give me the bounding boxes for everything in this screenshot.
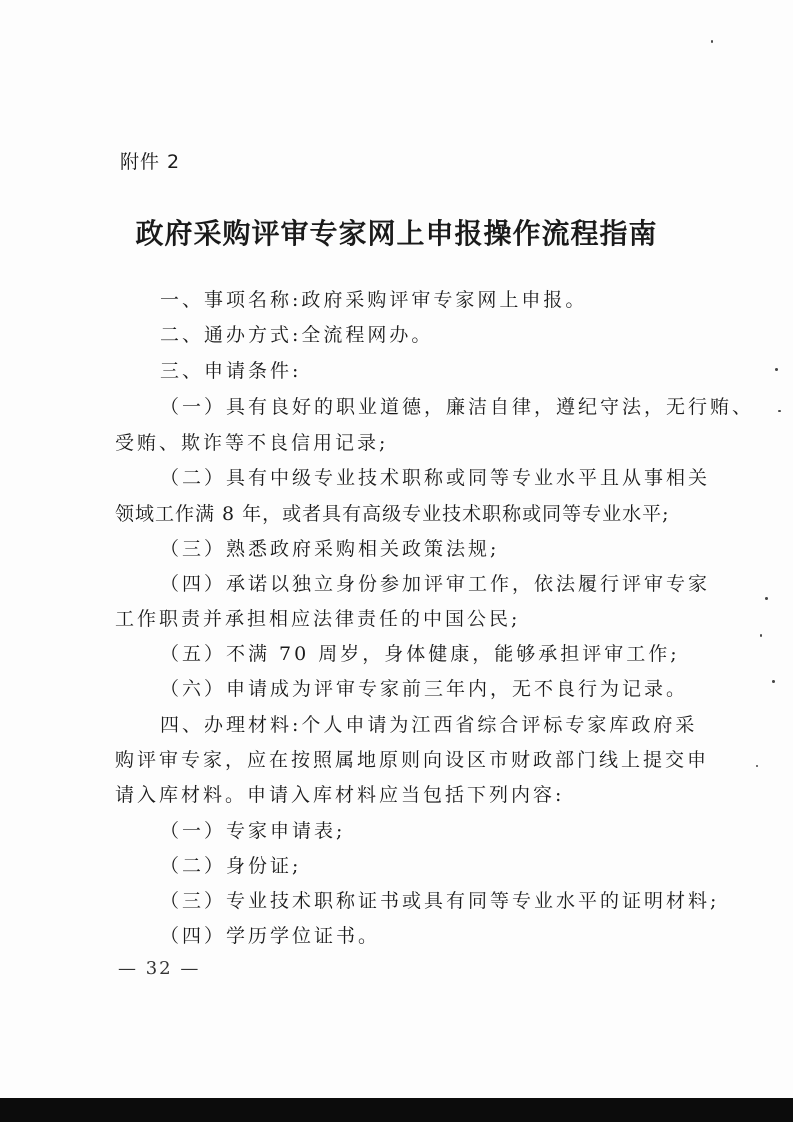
- document-title: 政府采购评审专家网上申报操作流程指南: [135, 217, 658, 250]
- materials-line-3: 请入库材料。申请入库材料应当包括下列内容:: [115, 784, 565, 806]
- attachment-label: 附件 2: [120, 151, 181, 173]
- material-2: （二）身份证;: [160, 855, 302, 877]
- condition-1-line-2: 受贿、欺诈等不良信用记录;: [115, 432, 389, 454]
- section-conditions-heading: 三、申请条件:: [160, 360, 302, 382]
- condition-3: （三）熟悉政府采购相关政策法规;: [160, 538, 500, 560]
- materials-line-2: 购评审专家，应在按照属地原则向设区市财政部门线上提交申: [115, 749, 710, 771]
- scan-speck: [765, 597, 768, 600]
- material-3: （三）专业技术职称证书或具有同等专业水平的证明材料;: [160, 890, 720, 912]
- condition-4-line-2: 工作职责并承担相应法律责任的中国公民;: [115, 608, 521, 630]
- condition-4-line-1: （四）承诺以独立身份参加评审工作，依法履行评审专家: [160, 573, 711, 595]
- condition-1-line-1: （一）具有良好的职业道德，廉洁自律，遵纪守法，无行贿、: [160, 396, 755, 418]
- condition-2-line-2: 领域工作满 8 年，或者具有高级专业技术职称或同等专业水平;: [115, 503, 670, 525]
- scan-speck: [778, 410, 781, 412]
- scan-speck: [772, 680, 775, 683]
- condition-5: （五）不满 70 周岁，身体健康，能够承担评审工作;: [160, 643, 680, 665]
- scan-bottom-edge: [0, 1098, 793, 1122]
- section-processing-mode: 二、通办方式:全流程网办。: [160, 324, 434, 346]
- condition-6: （六）申请成为评审专家前三年内，无不良行为记录。: [160, 678, 689, 700]
- material-1: （一）专家申请表;: [160, 820, 346, 842]
- condition-2-line-1: （二）具有中级专业技术职称或同等专业水平且从事相关: [160, 467, 711, 489]
- scan-speck: [760, 634, 762, 637]
- material-4: （四）学历学位证书。: [160, 925, 381, 947]
- scan-speck: [756, 765, 758, 767]
- page-number: — 32 —: [118, 958, 201, 979]
- section-item-name: 一、事项名称:政府采购评审专家网上申报。: [160, 289, 588, 311]
- scan-speck: [775, 368, 778, 371]
- scan-speck: [711, 40, 713, 43]
- materials-line-1: 四、办理材料:个人申请为江西省综合评标专家库政府采: [160, 714, 698, 736]
